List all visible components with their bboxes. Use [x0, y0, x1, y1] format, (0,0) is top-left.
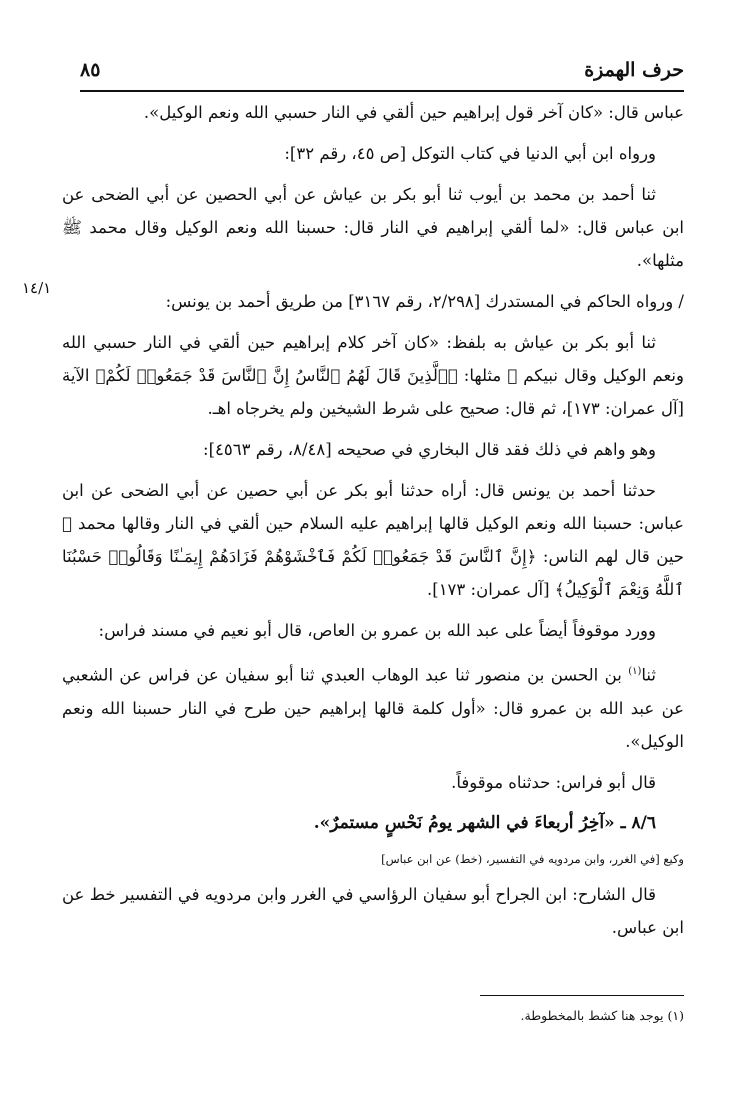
commentary: قال الشارح: ابن الجراح أبو سفيان الرؤاسي في الغرر وابن مردويه في التفسير خط عن ابن عباس.	[62, 884, 684, 937]
paragraph-2: ورواه ابن أبي الدنيا في كتاب التوكل [ص ٤٥، رقم ٣٢]:	[284, 144, 656, 163]
margin-reference: ١٤/١	[22, 279, 52, 297]
chapter-title: حرف الهمزة	[584, 59, 684, 81]
page-header	[80, 52, 684, 88]
hadith-text: «آخِرُ أربعاءَ في الشهر يومُ نَحْسٍ مستمرٌ».	[313, 812, 615, 833]
paragraph-9-rest: بن الحسن بن منصور ثنا عبد الوهاب العبدي ثنا أبو سفيان عن فراس عن الشعبي عن عبد الله بن عمرو قال: «أول كلمة قالها إبراهيم حين طرح في النار حسبنا الله ونعم الوكيل».	[62, 665, 684, 751]
footnote-marker: (١)	[628, 666, 642, 677]
hadith-sources: وكيع [في الغرر، وابن مردويه في التفسير، (خط) عن ابن عباس]	[381, 851, 684, 866]
paragraph-5: ثنا أبو بكر بن عياش به بلفظ: «كان آخر كلام إبراهيم حين ألقي في النار حسبي الله ونعم الوكيل وقال نبيكم ﷺ مثلها: ﴿ٱلَّذِينَ قَالَ لَهُمُ ٱلنَّاسُ إِنَّ ٱلنَّاسَ قَدْ جَمَعُوا۟ لَكُمْ﴾ الآية [آل عمران: ١٧٣]، ثم قال: صحيح على شرط الشيخين ولم يخرجاه اهـ.	[62, 333, 684, 418]
page-number: ٨٥	[80, 59, 101, 81]
paragraph-8: وورد موقوفاً أيضاً على عبد الله بن عمرو بن العاص، قال أبو نعيم في مسند فراس:	[98, 621, 656, 640]
paragraph-1: عباس قال: «كان آخر قول إبراهيم حين ألقي في النار حسبي الله ونعم الوكيل».	[143, 103, 684, 122]
paragraph-3: ثنا أحمد بن محمد بن أيوب ثنا أبو بكر بن عياش عن أبي الحصين عن أبي الضحى عن ابن عباس قال: «لما ألقي إبراهيم في النار قال: حسبنا الله ونعم الوكيل وقال محمد ﷺ مثلها».	[62, 185, 684, 270]
header-divider	[80, 90, 684, 92]
footnote-divider	[480, 995, 684, 996]
paragraph-6: وهو واهم في ذلك فقد قال البخاري في صحيحه [٨/٤٨، رقم ٤٥٦٣]:	[203, 440, 656, 459]
hadith-heading	[62, 807, 684, 840]
paragraph-4: / ورواه الحاكم في المستدرك [٢/٢٩٨، رقم ٣١٦٧] من طريق أحمد بن يونس:	[165, 292, 684, 311]
main-text	[62, 96, 684, 952]
footnote: (١) يوجد هنا كشط بالمخطوطة.	[520, 1008, 684, 1023]
hadith-number: ٨/٦ ـ	[620, 812, 656, 833]
paragraph-7: حدثنا أحمد بن يونس قال: أراه حدثنا أبو بكر عن أبي حصين عن أبي الضحى عن ابن عباس: حسبنا الله ونعم الوكيل قالها إبراهيم عليه السلام حين ألقي في النار وقالها محمد ﷺ حين قال لهم الناس: ﴿إِنَّ ٱلنَّاسَ قَدْ جَمَعُوا۟ لَكُمْ فَٱخْشَوْهُمْ فَزَادَهُمْ إِيمَـٰنًا وَقَالُوا۟ حَسْبُنَا ٱللَّهُ وَنِعْمَ ٱلْوَكِيلُ﴾ [آل عمران: ١٧٣].	[62, 481, 684, 599]
paragraph-9	[62, 655, 684, 758]
paragraph-9-start: ثنا	[641, 665, 656, 685]
paragraph-10: قال أبو فراس: حدثناه موقوفاً.	[451, 772, 656, 792]
